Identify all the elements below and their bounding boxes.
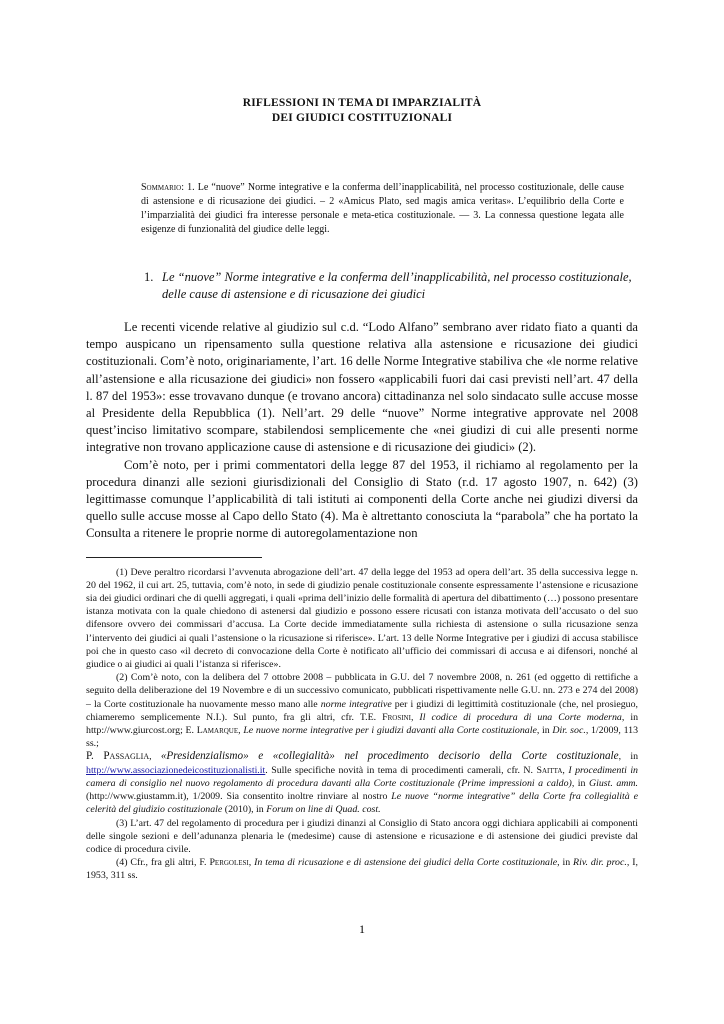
author-pergolesi: Pergolesi [209,857,249,869]
footnote-2-text: . Sulle specifiche novità in tema di procedimenti camerali, cfr. N. [265,764,537,776]
footnote-2-text: , [149,751,161,763]
summary-label: Sommario [141,182,182,193]
author-saitta: Saitta [536,764,563,776]
paragraph-2: Com’è noto, per i primi commentatori della legge 87 del 1953, il richiamo al regolamento per la procedura dinanzi alle sezioni giurisdizionali del Consiglio di Stato (r.d. 17 agosto 1907, n. 642) (3) legittimasse comunque l’applicabilità di tali istituti ai componenti della Corte anche nei giudizi diversi da quello sulle accuse mosse al Capo dello Stato (4). Ma è altrettanto conosciuta la “parabola” che ha portato la Consulta a ritenere le proprie norme di autoregolamentazione non [86,457,638,541]
footnote-2-continuation [86,750,638,816]
footnote-separator [86,557,262,558]
author-passaglia: P. Passaglia [86,750,150,763]
section-title: Le “nuove” Norme integrative e la conferma dell’inapplicabilità, nel processo costituzionale, delle cause di astensione e di ricusazione dei giudici [162,270,632,301]
work-title: In tema di ricusazione e di astensione dei giudici della Corte costituzionale [254,857,558,869]
summary-text: : 1. Le “nuove” Norme integrative e la conferma dell’inapplicabilità, nel processo costituzionale, delle cause di astensione e di ricusazione dei giudici. – 2 «Amicus Plato, sed magis amica veritas». L’equilibrio della Corte e l’imparzialità dei giudici fra interesse personale e meta-etica costituzionale. — 3. La connessa questione legata alle esigenze di funzionalità del giudice delle leggi. [141,182,624,235]
work-title: Le nuove norme integrative per i giudizi davanti alla Corte costituzionale [243,725,537,737]
paragraph-1: Le recenti vicende relative al giudizio sul c.d. “Lodo Alfano” sembrano aver ridato fiato a quanti da tempo auspicano un ripensamento sulla questione relativa alla astensione e ricusazione dei giudici costituzionali. Com’è noto, originariamente, l’art. 16 delle Norme Integrative stabiliva che «le norme relative all’astensione e alla ricusazione dei giudici» non fossero «applicabili fuori dai casi previsti nell’art. 47 della l. 87 del 1953»: esse trovavano dunque (e trovano ancora) cittadinanza nel solo sindacato sulle accuse mosse al Presidente della Repubblica (1). Nell’art. 29 delle “nuove” Norme integrative approvate nel 2008 quest’inciso limitativo scompare, stabilendosi semplicemente che «nei giudizi di cui alle presenti norme integrative non trovano applicazione cause di astensione e di ricusazione dei giudici» (2). [86,320,638,455]
journal-title: Dir. soc. [552,725,586,737]
footnote-2-text: , [238,725,244,737]
footnote-4-text: (4) Cfr., fra gli altri, F. [116,857,210,869]
footnote-2-text: , in http://www.giurcost.org; E. [86,711,639,737]
author-lamarque: Lamarque [196,725,239,737]
external-link[interactable]: http://www.associazionedeicostituzionalisti.it [86,764,266,776]
author-frosini: Frosini [382,711,411,723]
work-title: Le nuove “norme integrative” della Corte fra collegialità e celerità del giudizio costituzionale [86,791,638,816]
journal-title: Riv. dir. proc. [573,857,627,869]
work-title: I procedimenti in camera di consiglio nel nuovo regolamento di procedura davanti alla Corte costituzionale (Prime impressioni a caldo) [86,764,638,789]
work-title: Il codice di procedura di una Corte moderna [419,711,622,723]
body-text [86,319,638,543]
footnote-2 [86,671,638,750]
footnote-4-text: , I, 1953, 311 ss. [86,857,638,882]
footnotes [86,566,638,883]
footnote-2-text: (http://www.giustamm.it), 1/2009. Sia consentito inoltre rinviare al nostro [86,791,392,803]
footnote-2-text: , [410,711,420,723]
page-number: 1 [359,922,365,936]
footnote-4 [86,856,638,882]
footnote-2-text: , in [536,725,553,737]
footnote-2-text: , 1/2009, 113 ss.; [86,725,639,750]
footnote-3: (3) L’art. 47 del regolamento di procedura per i giudizi dinanzi al Consiglio di Stato ancora oggi dichiara applicabili ai componenti delle singole sezioni e dell’adunanza plenaria le (medesime) cause di astensione e ricusazione e di astensione dei giudici previste dal codice di procedura civile. [86,817,638,855]
title-line-2: DEI GIUDICI COSTITUZIONALI [271,112,453,124]
footnote-2-text: , in [618,751,639,763]
footnote-2-text: (2) Com’è noto, con la delibera del 7 ottobre 2008 – pubblicata in G.U. del 7 novembre 2008, n. 261 (ed oggetto di rettifiche a seguito della deliberazione del 19 Novembre e di un successivo comunicato, pubblicati rispettivamente nelle G.U. nn. 273 e 274 del 2008) – la Corte costituzionale ha nuovamente messo mano alle [86,672,638,710]
title-line-1: RIFLESSIONI IN TEMA DI IMPARZIALITÀ [242,97,482,109]
footnote-2-text: , in [571,777,589,789]
section-number: 1. [144,270,154,284]
footnote-2-text: per i giudizi di legittimità costituzionale (che, nel prosieguo, chiameremo semplicemente N.I.). Sul punto, fra gli altri, cfr. T.E. [86,698,638,723]
footnote-2-text: , [562,764,569,776]
journal-title: Forum on line di Quad. cost. [266,804,381,816]
footnote-2-text: (2010), in [222,804,267,816]
section-heading [144,269,638,303]
document-title [86,96,638,126]
journal-title: Giust. amm. [588,777,639,789]
footnote-4-text: , in [557,857,574,869]
summary [141,181,624,237]
footnote-2-italic: norme integrative [320,698,392,710]
work-title: «Presidenzialismo» e «collegialità» nel procedimento decisorio della Corte costituzionale [160,750,619,763]
footnote-4-text: , [248,857,255,869]
footnote-1: (1) Deve peraltro ricordarsi l’avvenuta abrogazione dell’art. 47 della legge del 1953 ad opera dell’art. 35 della successiva legge n. 20 del 1962, il cui art. 25, tuttavia, com’è noto, in sede di giudizio penale costituzionale consente espressamente l’astensione e ricusazione sia dei giudici ordinari che di quelli aggregati, i quali «prima dell’inizio delle formalità di apertura del dibattimento (…) possono presentare istanza motivata con la quale chiedono di astenersi dal giudizio e possono essere ricusati con istanza motivata dell’accusato o del suo difensore ovvero dei commissari d’accusa. La Corte decide immediatamente sulla richiesta di astensione o sulla ricusazione senza l’intervento dei giudici ai quali l’astensione o la ricusazione si riferisce». L’art. 13 delle Norme Integrative per i giudizi di accusa stabilisce poi che in questo caso «il decreto di convocazione della Corte è notificato all’ufficio dei commissari di accusa e ai difensori, nonché al giudice o ai giudici ai quali l’istanza si riferisce». [86,566,639,671]
